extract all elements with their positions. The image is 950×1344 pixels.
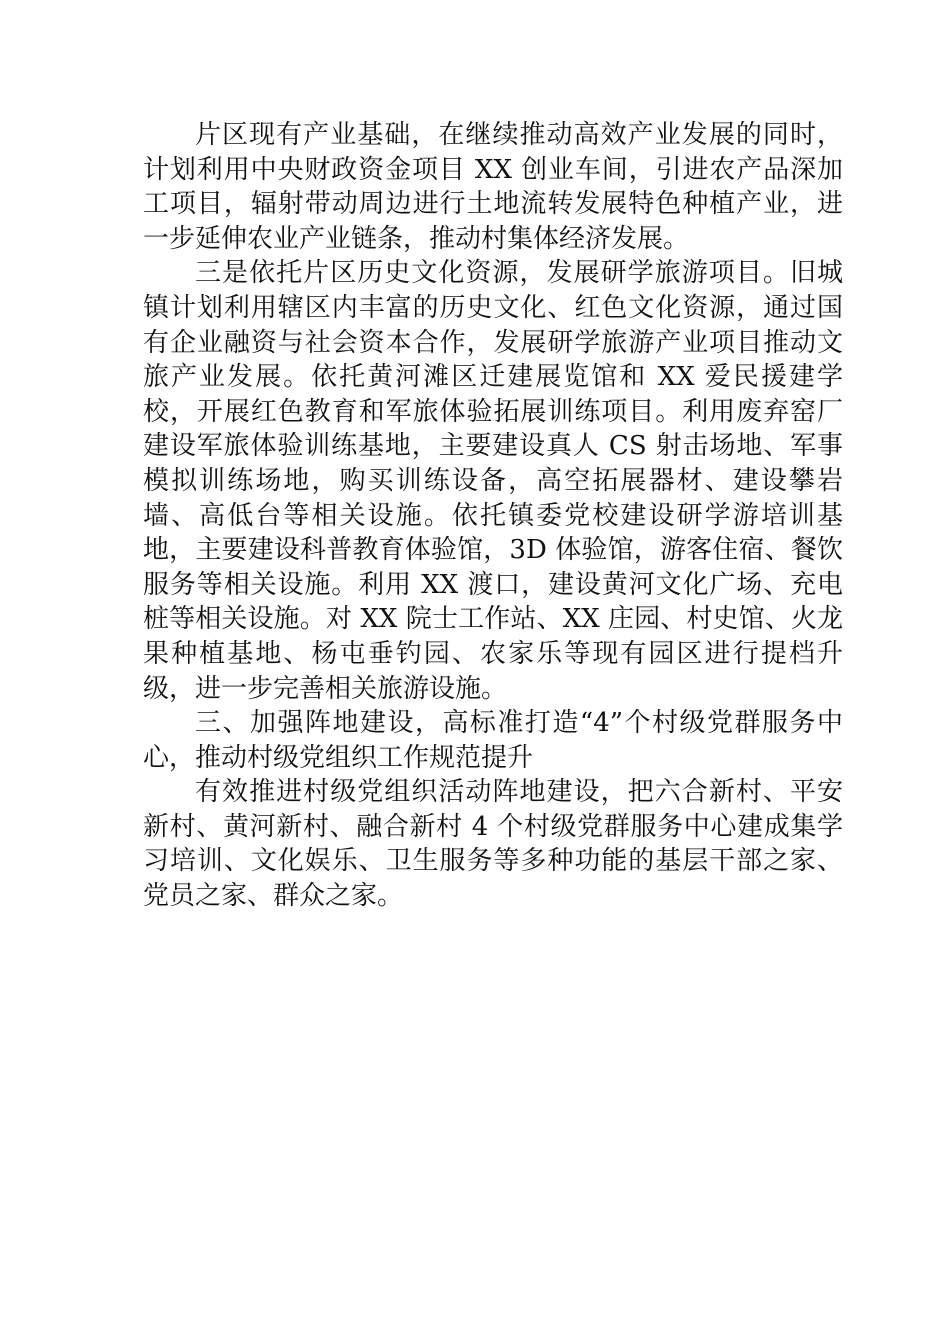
paragraph-industry-base: 片区现有产业基础，在继续推动高效产业发展的同时，计划利用中央财政资金项目 XX 创业车间，引进农产品深加工项目，辐射带动周边进行土地流转发展特色种植产业，进一步延伸农业产业链条，推动村集体经济发展。 bbox=[143, 120, 843, 254]
paragraph-study-tourism: 三是依托片区历史文化资源，发展研学旅游项目。旧城镇计划利用辖区内丰富的历史文化、红色文化资源，通过国有企业融资与社会资本合作，发展研学旅游产业项目推动文旅产业发展。依托黄河滩区迁建展览馆和 XX 爱民援建学校，开展红色教育和军旅体验拓展训练项目。利用废弃窑厂建设军旅体验训练基地，主要建设真人 CS 射击场地、军事模拟训练场地，购买训练设备，高空拓展器材、建设攀岩墙、高低台等相关设施。依托镇委党校建设研学游培训基地，主要建设科普教育体验馆，3D 体验馆，游客住宿、餐饮服务等相关设施。利用 XX 渡口，建设黄河文化广场、充电桩等相关设施。对 XX 院士工作站、XX 庄园、村史馆、火龙果种植基地、杨屯垂钓园、农家乐等现有园区进行提档升级，进一步完善相关旅游设施。 bbox=[143, 258, 843, 704]
document-page bbox=[143, 118, 843, 914]
paragraph-party-activity-sites: 有效推进村级党组织活动阵地建设，把六合新村、平安新村、黄河新村、融合新村 4 个村级党群服务中心建成集学习培训、文化娱乐、卫生服务等多种功能的基层干部之家、党员之家、群众之家。 bbox=[143, 777, 843, 912]
section-heading-party-service-centers: 三、加强阵地建设，高标准打造“4”个村级党群服务中心，推动村级党组织工作规范提升 bbox=[143, 708, 843, 773]
